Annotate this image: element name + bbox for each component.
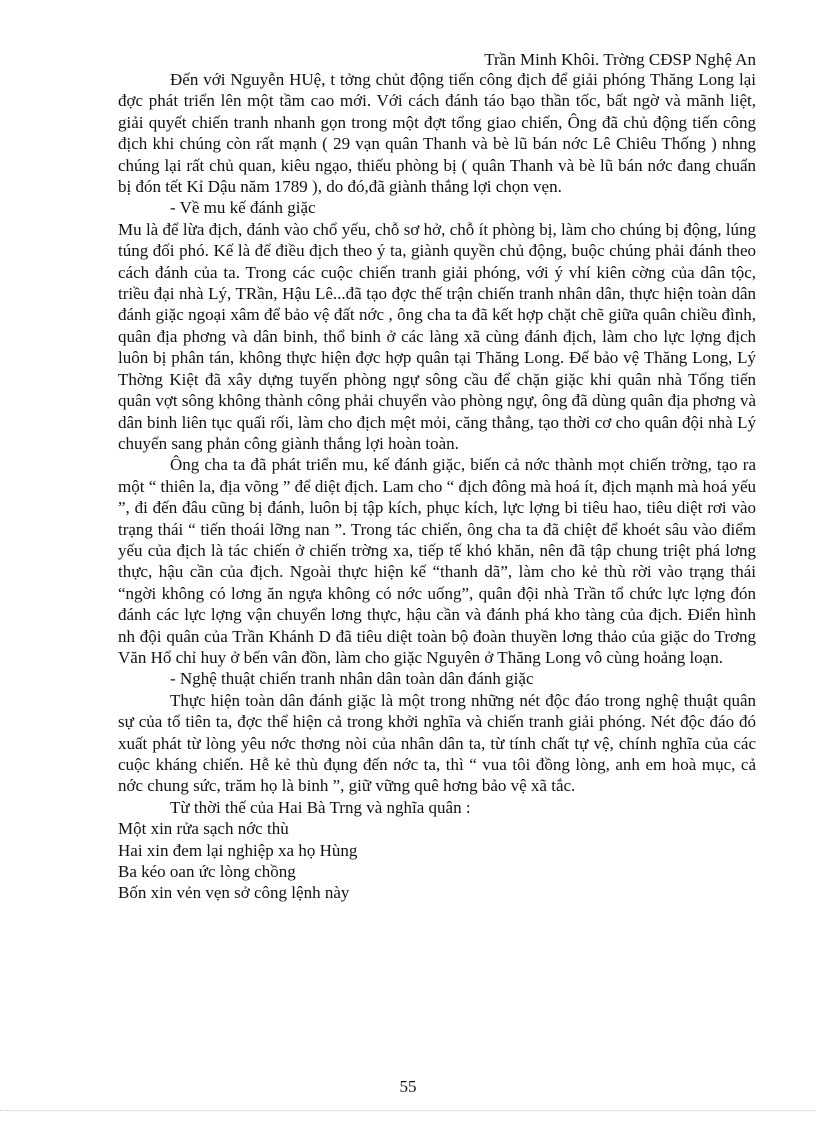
paragraph-strategy: Mu là để lừa địch, đánh vào chổ yếu, chỗ sơ hở, chỗ ít phòng bị, làm cho chúng bị động, lúng túng đối phó. Kế là để điều địch theo ý ta, giành quyền chủ động, buộc chúng phải đánh theo cách đánh của ta. Trong các cuộc chiến tranh giải phóng, với ý vhí kiên cờng của dân tộc, triều đại nhà Lý, TRần, Hậu Lê...đã tạo đợc thế trận chiến tranh nhân dân, thực hiện toàn dân đánh giặc ngoại xâm để bảo vệ đất nớc , ông cha ta đã kết hợp chặt chẽ giữa quân chiều đình, quân địa phơng và dân binh, thổ binh ở các làng xã cùng đánh địch, làm cho lực lợng địch luôn bị phân tán, không thực hiện đợc hợp quân tại Thăng Long. Để bảo vệ Thăng Long, Lý Thờng Kiệt đã xây dựng tuyến phòng ngự sông cầu để chặn giặc khi quân nhà Tống tiến quân vợt sông không thành công phải chuyển vào phòng ngự, ông đã dùng quân địa phơng và dân binh liên tục quấi rối, làm cho địch mệt mỏi, căng thẳng, tạo thời cơ cho quân đội nhà Lý chuyển sang phản công giành thắng lợi hoàn toàn. [118, 219, 756, 453]
verse-line: Hai xin đem lại nghiệp xa họ Hùng [118, 840, 358, 860]
page-number: 55 [399, 1077, 417, 1096]
running-header: Trần Minh Khôi. Trờng CĐSP Nghệ An [484, 50, 756, 69]
verse-line: Bốn xin vẻn vẹn sở công lệnh này [118, 883, 350, 903]
section-heading-peoples-war: - Nghệ thuật chiến tranh nhân dân toàn dân đánh giặc [170, 669, 534, 689]
paragraph-peoples-war: Thực hiện toàn dân đánh giặc là một trong những nét độc đáo trong nghệ thuật quân sự của tổ tiên ta, đợc thể hiện cả trong khởi nghĩa và chiến tranh giải phóng. Nét độc đáo đó xuất phát từ lòng yêu nớc thơng nòi của nhân dân ta, từ tính chất tự vệ, chính nghĩa của các cuộc kháng chiến. Hễ kẻ thù đụng đến nớc ta, thì “ vua tôi đồng lòng, anh em hoà mục, cả nớc chung sức, trăm họ là binh ”, giữ vững quê hơng bảo vệ xã tắc. [118, 690, 756, 796]
page-bottom-rule [0, 1110, 816, 1111]
section-heading-strategy: - Về mu kế đánh giặc [170, 198, 316, 218]
paragraph-nguyen-hue: Đến với Nguyễn HUệ, t tởng chủt động tiến công địch để giải phóng Thăng Long lại đợc phát triển lên một tầm cao mới. Với cách đánh táo bạo thần tốc, bất ngờ và mãnh liệt, giải quyết chiến tranh nhanh gọn trong một đợt tổng giao chiến, Ông đã chủ động tiến công địch khi chúng còn rất mạnh ( 29 vạn quân Thanh và bè lũ bán nớc Lê Chiêu Thống ) nhng chúng lại rất chủ quan, kiêu ngạo, thiếu phòng bị ( quân Thanh và bè lũ bán nớc đang chuẩn bị đón tết Kỉ Dậu năm 1789 ), do đó,đã giành thắng lợi chọn vẹn. [118, 70, 756, 197]
verse-line: Ba kéo oan ức lòng chồng [118, 862, 296, 882]
document-body [118, 69, 756, 904]
verse-line: Một xin rửa sạch nớc thù [118, 819, 289, 839]
verse-block [118, 818, 756, 904]
paragraph-ancestors: Ông cha ta đã phát triển mu, kế đánh giặc, biến cả nớc thành mọt chiến trờng, tạo ra một “ thiên la, địa võng ” để diệt địch. Lam cho “ địch đông mà hoá ít, địch mạnh mà hoá yếu ”, đi đến đâu cũng bị đánh, luôn bị tập kích, phục kích, lực lợng bi tiêu hao, tiêu diệt rơi vào trạng thái “ tiến thoái lỡng nan ”. Trong tác chiến, ông cha ta đã chiệt để khoét sâu vào điểm yếu của địch là tác chiến ở chiến trờng xa, tiếp tế khó khăn, nên đã tập chung triệt phá lơng thực, hậu cần của địch. Ngoài thực hiện kế “thanh dã”, làm cho kẻ thù rời vào trạng thái “ngời không có lơng ăn ngựa không có nớc uống”, quân đội nhà Trần tổ chức lực lợng đón đánh các lực lợng vận chuyển lơng thực, hậu cần và đánh phá kho tàng của địch. Điển hình nh đội quân của Trần Khánh D đã tiêu diệt toàn bộ đoàn thuyền lơng thảo của giặc do Trơng Văn Hổ chỉ huy ở bến vân đồn, làm cho giặc Nguyên ở Thăng Long vô cùng hoảng loạn. [118, 455, 756, 667]
paragraph-hai-ba-trung: Từ thời thế của Hai Bà Trng và nghĩa quân : [170, 797, 471, 817]
